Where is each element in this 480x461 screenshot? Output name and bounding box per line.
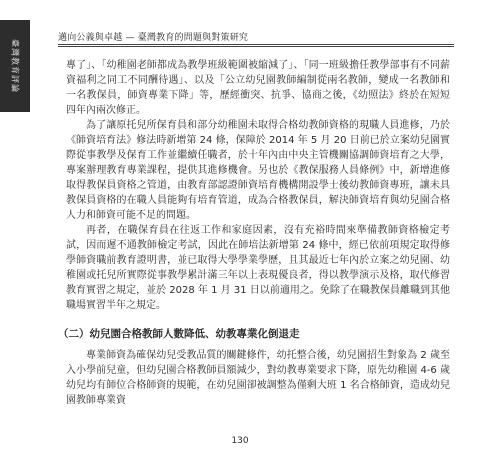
section-heading: （二）幼兒園合格教師人數降低、幼教專業化倒退走 (58, 328, 300, 340)
paragraph-4: 專業師資為確保幼兒受教品質的關鍵條件，幼托整合後，幼兒園招生對象為 2 歲至入小學前兒童，但幼兒園合格教師員額減少，對幼教專業要求下降，原先幼稚園 4-6 歲幼兒均有師位合格師資的規範，在幼兒園卻被調整為僅剩大班 1 名合格師資，造成幼兒園教師專業資 (66, 350, 450, 406)
header-rule-top (58, 44, 454, 45)
running-header: 邁向公義與卓越 — 臺灣教育的問題與對策研究 (58, 33, 249, 43)
chapter-side-tab (0, 20, 30, 112)
paragraph-1: 專了」、「幼稚園老師都成為教學班級範圍被縮減了」、「同一班級擔任教學部事有不同薪資福利之同工不同酬待遇」、以及「公立幼兒園教師編制從兩名教師，變成一名教師和一名教保員，師資專業下降」等，歷經衝突、抗爭、協商之後，《幼照法》終於在短短四年內兩次修正。 (66, 60, 450, 116)
paragraph-3: 再者，在職保育員在往返工作和家庭因素，沒有充裕時間來準備教師資格檢定考試，因而遲不通教師檢定考試，因此在師培法新增第 24 條中，經已依前項規定取得修學師資職前教育證明書，並已取得大學學業學歷，且其最近七年內於立案之幼兒園、幼稚園或托兒所實際從事教學累計滿三年以上表現優良者，得以教學演示及格，取代修習教育實習之規定，並於 2028 年 1 月 31 日以前適用之。免除了在職教保員離職到其他職場實習半年之規定。 (66, 225, 450, 311)
chapter-side-tab-label: 臺灣教育評論 (10, 39, 20, 93)
body-text-block-1 (66, 58, 450, 313)
body-text-block-2 (66, 348, 450, 408)
page-number: 130 (231, 436, 249, 446)
header-rule-bottom (58, 46, 454, 47)
paragraph-2: 為了讓原托兒所保育員和部分幼稚園未取得合格幼教師資格的現職人員進修，乃於《師資培育法》修法時新增第 24 條，保障於 2014 年 5 月 20 日前已於立案幼兒園實際從事教學及保育工作並繼續任職者，於十年內由中央主管機關協調師資培育之大學，專案辦理教育專業課程，提供其進修機會。另也於《教保服務人員條例》中，新增進修取得教保員資格之管道，由教育部認證師資培育機構開設學士後幼教師資專班，讓未具教保員資格的在職人員能夠有培育管道，成為合格教保員，解決師資培育與幼兒園合格人力和師資可能不足的問題。 (66, 120, 450, 221)
